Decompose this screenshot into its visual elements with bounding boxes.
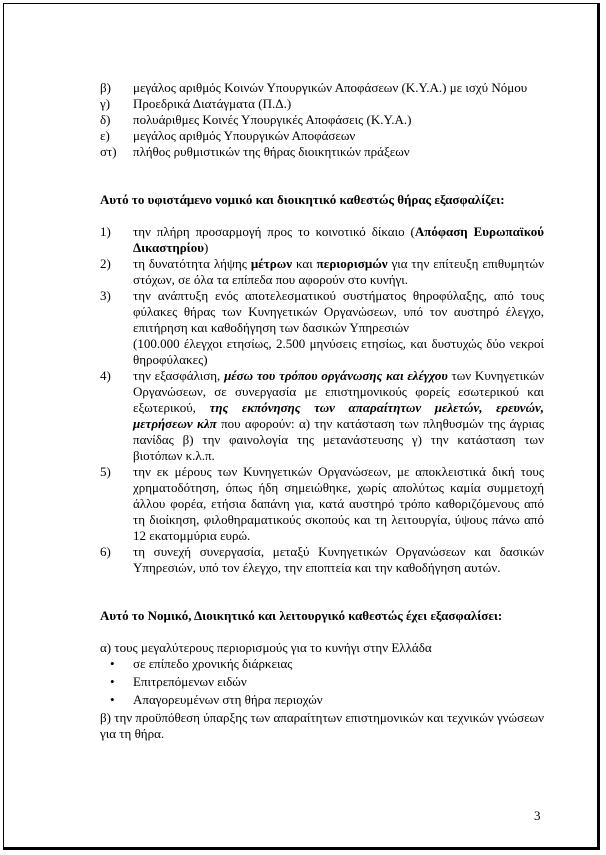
list-item [100, 368, 544, 464]
list-item [100, 112, 544, 128]
bullet-text: Επιτρεπόμενων ειδών [133, 674, 247, 689]
bullet-item [100, 674, 544, 690]
list-item-label: 2) [100, 256, 111, 271]
paragraph-b: β) την προϋπόθεση ύπαρξης των απαραίτητων επιστημονικών και τεχνικών γνώσεων για τη θήρα. [100, 710, 544, 741]
bullet-text: σε επίπεδο χρονικής διάρκειας [133, 656, 293, 671]
list-item-text: τη συνεχή συνεργασία, μεταξύ Κυνηγετικών Οργανώσεων και δασικών Υπηρεσιών, υπό τον έλεγχο, την εποπτεία και την καθοδήγηση αυτών. [133, 544, 544, 575]
list-item-text: την εξασφάλιση, μέσω του τρόπου οργάνωσης και ελέγχου των Κυνηγετικών Οργανώσεων, σε συνεργασία με επιστημονικούς φορείς εσωτερικού και εξωτερικού, της εκπόνησης των απαραίτητων μελετών, ερευνών, μετρήσεων κλπ που αφορούν: α) την κατάσταση των πληθυσμών της άγριας πανίδας β) την φαινολογία της μετανάστευσης γ) την κατάσταση των βιοτόπων κ.λ.π. [133, 368, 545, 463]
bullet-item [100, 656, 544, 672]
document-page [3, 3, 600, 850]
list-item-label: 4) [100, 368, 111, 383]
section-heading: Αυτό το Νομικό, Διοικητικό και λειτουργικό καθεστώς έχει εξασφαλίσει: [100, 608, 503, 623]
list-item-text: την πλήρη προσαρμογή προς το κοινοτικό δίκαιο (Απόφαση Ευρωπαϊκού Δικαστηρίου) [133, 224, 544, 255]
list-item-label: 1) [100, 224, 111, 239]
section-heading: Αυτό το υφιστάμενο νομικό και διοικητικό καθεστώς θήρας εξασφαλίζει: [100, 192, 505, 207]
list-item [100, 288, 544, 368]
list-item [100, 544, 544, 576]
list-item [100, 144, 544, 160]
bullet-icon: • [110, 656, 115, 671]
bullet-text: Απαγορευμένων στη θήρα περιοχών [133, 692, 323, 707]
bullet-list [100, 656, 544, 708]
list-item [100, 96, 544, 112]
list-item-text: την εκ μέρους των Κυνηγετικών Οργανώσεων, με αποκλειστικά δική τους χρηματοδότηση, όπως ήδη σημειώθηκε, χωρίς απολύτως καμία συμμετοχή άλλου φορέα, ετήσια δαπάνη για, κατά αυστηρό τρόπο καθοριζόμενους από τη διοίκηση, φιλοθηραματικούς σκοπούς και τη λειτουργία, ύψους πάνω από 12 εκατομμύρια ευρώ. [133, 464, 544, 543]
paragraph-a: α) τους μεγαλύτερους περιορισμούς για το κυνήγι στην Ελλάδα [100, 640, 432, 655]
list-item [100, 256, 544, 288]
list-item-text: τη δυνατότητα λήψης μέτρων και περιορισμών για την επίτευξη επιθυμητών στόχων, σε όλα τα επίπεδα που αφορούν στο κυνήγι. [133, 256, 544, 287]
page-content [100, 80, 544, 742]
list-item-text: μεγάλος αριθμός Υπουργικών Αποφάσεων [133, 128, 356, 143]
list-item-label: 3) [100, 288, 111, 303]
list-item-label: ε) [100, 128, 110, 143]
list-item-text: μεγάλος αριθμός Κοινών Υπουργικών Αποφάσεων (Κ.Υ.Α.) με ισχύ Νόμου [133, 80, 528, 95]
list-item-label: β) [100, 80, 111, 95]
bullet-icon: • [110, 692, 115, 707]
list-item-text: πλήθος ρυθμιστικών της θήρας διοικητικών πράξεων [133, 144, 410, 159]
list-item-label: 6) [100, 544, 111, 559]
list-item [100, 464, 544, 544]
list-item-text: την ανάπτυξη ενός αποτελεσματικού συστήματος θηροφύλαξης, από τους φύλακες θήρας των Κυνηγετικών Οργανώσεων, υπό τον αυστηρό έλεγχο, επιτήρηση και καθοδήγηση των δασικών Υπηρεσιών (100.000 έλεγχοι ετησίως, 2.500 μηνύσεις ετησίως, και δυστυχώς δύο νεκροί θηροφύλακες) [133, 288, 544, 367]
bullet-item [100, 692, 544, 708]
page-number: 3 [534, 808, 541, 823]
list-item-label: γ) [100, 96, 111, 111]
list-item-text: Προεδρικά Διατάγματα (Π.Δ.) [133, 96, 292, 111]
list-item-label: δ) [100, 112, 111, 127]
list-item-label: 5) [100, 464, 111, 479]
bullet-icon: • [110, 674, 115, 689]
list-item-label: στ) [100, 144, 117, 159]
numbered-list [100, 224, 544, 576]
list-item [100, 80, 544, 96]
list-item-text: πολυάριθμες Κοινές Υπουργικές Αποφάσεις (Κ.Υ.Α.) [133, 112, 412, 127]
list-item [100, 224, 544, 256]
list-item [100, 128, 544, 144]
list-continuation [100, 80, 544, 160]
